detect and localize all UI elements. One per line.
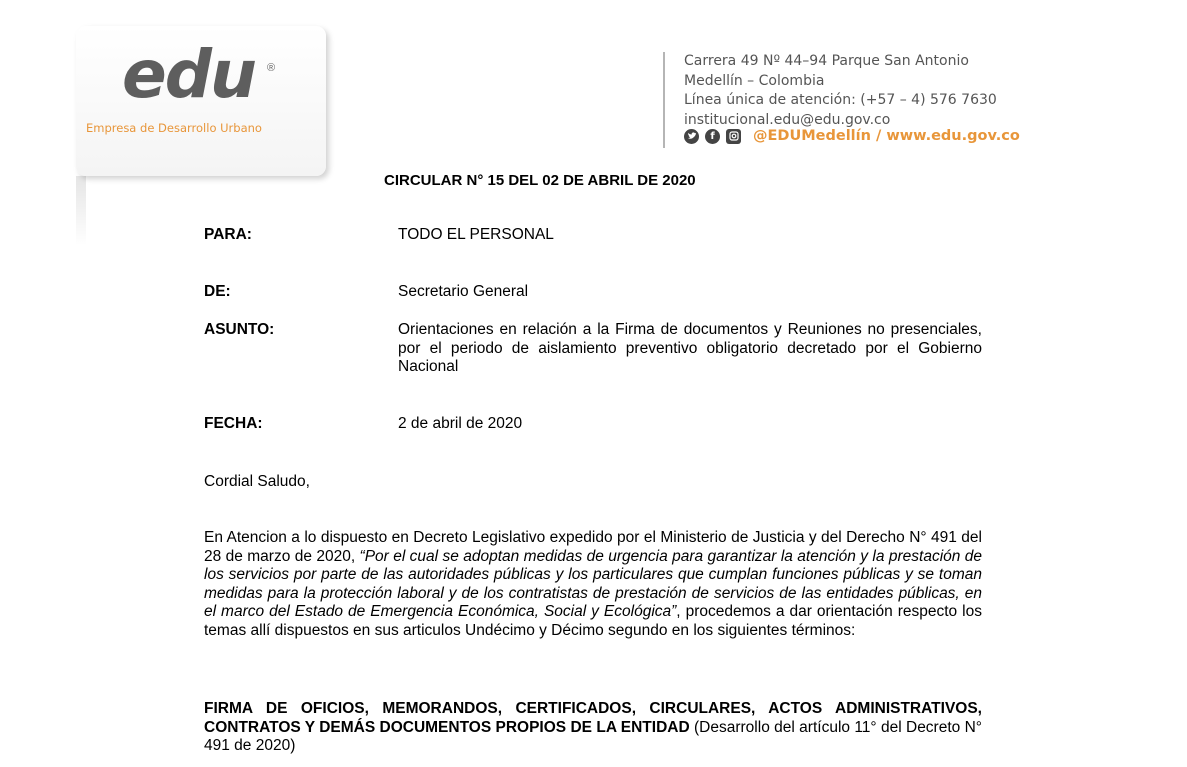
email-line: institucional.edu@edu.gov.co xyxy=(684,111,891,128)
para-label: PARA: xyxy=(204,226,252,243)
social-row xyxy=(684,128,1020,144)
header-divider xyxy=(663,52,665,148)
de-label: DE: xyxy=(204,283,231,300)
section-paragraph xyxy=(204,700,982,756)
section-note: (Desarrollo del artículo 11° del Decreto N° 491 de 2020) xyxy=(204,718,982,754)
address-line-2: Medellín – Colombia xyxy=(684,72,825,89)
social-handle: @EDUMedellín / www.edu.gov.co xyxy=(753,128,1020,144)
asunto-value: Orientaciones en relación a la Firma de documentos y Reuniones no presenciales, por el periodo de aislamiento preventivo obligatorio decretado por el Gobierno Nacional xyxy=(398,321,982,375)
fecha-label: FECHA: xyxy=(204,415,263,432)
document-title: CIRCULAR N° 15 DEL 02 DE ABRIL DE 2020 xyxy=(384,172,696,189)
asunto-label: ASUNTO: xyxy=(204,321,275,338)
registered-mark: ® xyxy=(267,62,276,74)
address-line-1: Carrera 49 Nº 44–94 Parque San Antonio xyxy=(684,53,969,69)
section-heading: FIRMA DE OFICIOS, MEMORANDOS, CERTIFICADOS, CIRCULARES, ACTOS ADMINISTRATIVOS, CONTRATOS Y DEMÁS DOCUMENTOS PROPIOS DE LA ENTIDAD xyxy=(204,700,982,736)
body-paragraph xyxy=(204,529,982,640)
decree-quote: “Por el cual se adoptan medidas de urgencia para garantizar la atención y la prestación de los servicios por parte de las autoridades públicas y los particulares que cumplan funciones públicas y se toman medidas para la protección laboral y de los contratistas de prestación de servicios de las entidades públicas, en el marco del Estado de Emergencia Económica, Social y Ecológica” xyxy=(204,547,983,620)
greeting: Cordial Saludo, xyxy=(204,473,310,490)
edu-logo: edu xyxy=(122,36,255,113)
facebook-icon: f xyxy=(705,129,720,144)
twitter-icon xyxy=(684,129,699,144)
de-value: Secretario General xyxy=(398,283,529,300)
fecha-value: 2 de abril de 2020 xyxy=(398,415,523,432)
logo-tagline: Empresa de Desarrollo Urbano xyxy=(86,121,262,135)
body-rest: , procedemos a dar orientación respecto los temas allí dispuestos en sus articulos Undécimo y Décimo segundo en los siguientes términos: xyxy=(204,603,982,639)
phone-line: Línea única de atención: (+57 – 4) 576 7630 xyxy=(684,92,997,108)
contact-block xyxy=(684,52,997,130)
para-value: TODO EL PERSONAL xyxy=(398,226,554,243)
body-intro: En Atencion a lo dispuesto en Decreto Legislativo expedido por el Ministerio de Justicia y del Derecho N° 491 del 28 de marzo de 2020, xyxy=(204,529,982,565)
logo-shadow xyxy=(76,176,86,246)
instagram-icon xyxy=(726,129,741,144)
